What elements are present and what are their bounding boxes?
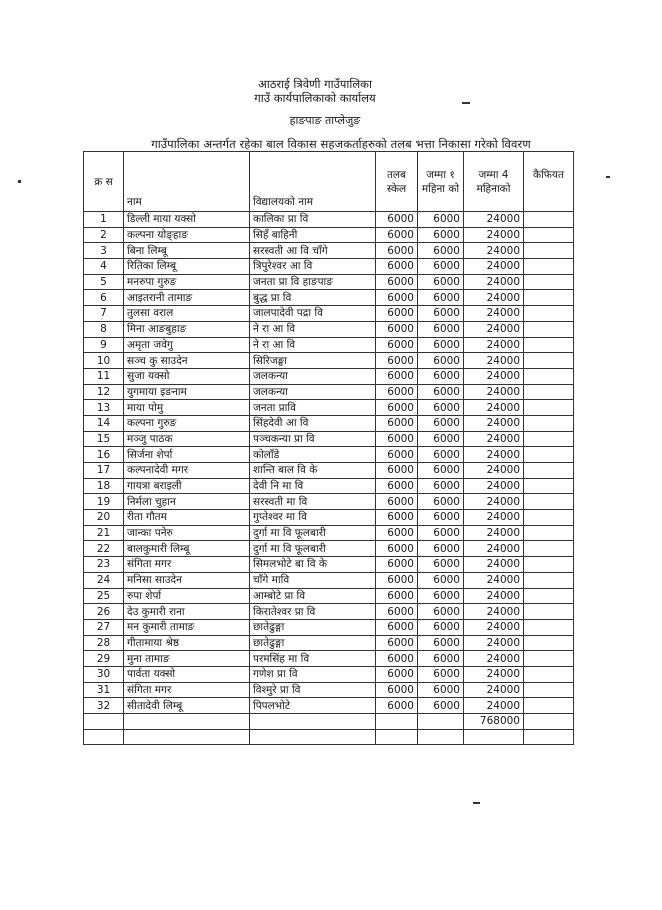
cell-monthly: 6000 [418, 478, 464, 494]
cell-monthly: 6000 [418, 447, 464, 463]
table-header-row [84, 152, 574, 212]
cell-empty [376, 714, 418, 730]
cell-sn: 3 [84, 243, 124, 259]
cell-salary: 6000 [376, 651, 418, 667]
cell-empty [124, 714, 250, 730]
table-row [84, 463, 574, 479]
cell-sn: 30 [84, 666, 124, 682]
cell-remarks [524, 478, 574, 494]
cell-empty [84, 729, 124, 745]
office-address: हाङपाङ ताप्लेजुङ [289, 114, 361, 127]
cell-sn: 22 [84, 541, 124, 557]
cell-name: सञ्च कु साउदेन [124, 353, 250, 369]
cell-total: 24000 [464, 321, 524, 337]
cell-remarks [524, 682, 574, 698]
cell-empty [250, 714, 376, 730]
cell-monthly: 6000 [418, 384, 464, 400]
cell-remarks [524, 368, 574, 384]
cell-name: मनरुपा गुरुङ [124, 274, 250, 290]
cell-sn: 24 [84, 572, 124, 588]
cell-name: रीता गौतम [124, 510, 250, 526]
cell-name: मञ्जु पाठक [124, 431, 250, 447]
cell-sn: 13 [84, 400, 124, 416]
cell-sn: 11 [84, 368, 124, 384]
cell-remarks [524, 494, 574, 510]
scan-mark [473, 802, 480, 804]
cell-remarks [524, 619, 574, 635]
cell-total: 24000 [464, 259, 524, 275]
cell-school: जलकन्या [250, 368, 376, 384]
cell-remarks [524, 431, 574, 447]
cell-name: माया पोमु [124, 400, 250, 416]
cell-school: सरस्वती आ वि चाँगे [250, 243, 376, 259]
cell-total: 24000 [464, 337, 524, 353]
cell-salary: 6000 [376, 306, 418, 322]
cell-name: पार्वता यक्सो [124, 666, 250, 682]
cell-name: कल्पना योङ्हाङ [124, 227, 250, 243]
cell-sn: 10 [84, 353, 124, 369]
cell-empty [524, 729, 574, 745]
cell-total: 24000 [464, 415, 524, 431]
cell-sn: 4 [84, 259, 124, 275]
cell-school: परमसिंह मा वि [250, 651, 376, 667]
table-row [84, 510, 574, 526]
cell-salary: 6000 [376, 572, 418, 588]
cell-remarks [524, 666, 574, 682]
cell-remarks [524, 525, 574, 541]
cell-remarks [524, 635, 574, 651]
cell-monthly: 6000 [418, 463, 464, 479]
cell-remarks [524, 227, 574, 243]
cell-sn: 7 [84, 306, 124, 322]
cell-sn: 8 [84, 321, 124, 337]
cell-salary: 6000 [376, 588, 418, 604]
cell-empty [464, 729, 524, 745]
cell-name: सुजा यक्सो [124, 368, 250, 384]
table-row [84, 525, 574, 541]
cell-school: जालपादेवी पद्रा वि [250, 306, 376, 322]
cell-name: तुलसा वराल [124, 306, 250, 322]
table-row [84, 478, 574, 494]
cell-total: 24000 [464, 306, 524, 322]
cell-school: त्रिपुरेश्वर आ वि [250, 259, 376, 275]
col-header-sn: क्र स [84, 152, 124, 212]
cell-sn: 16 [84, 447, 124, 463]
municipality-name: आठराई त्रिवेणी गाउँपालिका [258, 77, 372, 91]
cell-remarks [524, 541, 574, 557]
cell-salary: 6000 [376, 353, 418, 369]
cell-remarks [524, 651, 574, 667]
cell-salary: 6000 [376, 447, 418, 463]
cell-sn: 21 [84, 525, 124, 541]
blank-row [84, 729, 574, 745]
cell-total: 24000 [464, 510, 524, 526]
cell-school: छातेढुङ्गा [250, 619, 376, 635]
col-header-monthly: जम्मा १ महिना को [418, 152, 464, 212]
cell-salary: 6000 [376, 541, 418, 557]
cell-monthly: 6000 [418, 259, 464, 275]
cell-total: 24000 [464, 698, 524, 714]
cell-salary: 6000 [376, 525, 418, 541]
cell-monthly: 6000 [418, 572, 464, 588]
cell-salary: 6000 [376, 259, 418, 275]
cell-total: 24000 [464, 384, 524, 400]
cell-remarks [524, 572, 574, 588]
cell-total: 24000 [464, 494, 524, 510]
cell-total: 24000 [464, 619, 524, 635]
cell-name: गीतामाया श्रेष्ठ [124, 635, 250, 651]
cell-remarks [524, 588, 574, 604]
cell-total: 24000 [464, 541, 524, 557]
table-row [84, 682, 574, 698]
cell-name: गायत्रा बराइली [124, 478, 250, 494]
cell-name: सिर्जना शेर्पा [124, 447, 250, 463]
cell-school: आम्बोटे प्रा वि [250, 588, 376, 604]
table-row [84, 666, 574, 682]
cell-monthly: 6000 [418, 290, 464, 306]
cell-school: सरस्वती मा वि [250, 494, 376, 510]
col-header-salary: तलब स्केल [376, 152, 418, 212]
cell-remarks [524, 384, 574, 400]
cell-sn: 27 [84, 619, 124, 635]
cell-salary: 6000 [376, 619, 418, 635]
cell-name: युगमाया इङनाम [124, 384, 250, 400]
cell-total: 24000 [464, 290, 524, 306]
cell-name: बिना लिम्बू [124, 243, 250, 259]
cell-sn: 6 [84, 290, 124, 306]
cell-monthly: 6000 [418, 635, 464, 651]
cell-name: संगिता मगर [124, 557, 250, 573]
cell-school: जनता प्रावि [250, 400, 376, 416]
table-row [84, 368, 574, 384]
cell-monthly: 6000 [418, 274, 464, 290]
cell-name: रितिका लिम्बू [124, 259, 250, 275]
cell-sn: 32 [84, 698, 124, 714]
table-row [84, 572, 574, 588]
cell-salary: 6000 [376, 212, 418, 228]
cell-empty [524, 714, 574, 730]
cell-total: 24000 [464, 463, 524, 479]
table-row [84, 698, 574, 714]
cell-monthly: 6000 [418, 321, 464, 337]
cell-monthly: 6000 [418, 541, 464, 557]
cell-remarks [524, 463, 574, 479]
cell-total: 24000 [464, 368, 524, 384]
table-row [84, 290, 574, 306]
cell-total: 24000 [464, 525, 524, 541]
table-row [84, 619, 574, 635]
table-row [84, 588, 574, 604]
col-header-remarks: कैफियत [524, 152, 574, 212]
cell-school: पिपलभोटे [250, 698, 376, 714]
scan-mark [18, 180, 21, 183]
cell-school: चाँगे मावि [250, 572, 376, 588]
table-row [84, 306, 574, 322]
cell-sn: 17 [84, 463, 124, 479]
cell-name: सीतादेवी लिम्बू [124, 698, 250, 714]
cell-name: जान्का पनेरु [124, 525, 250, 541]
cell-name: कल्पनादेवी मगर [124, 463, 250, 479]
table-row [84, 212, 574, 228]
cell-remarks [524, 259, 574, 275]
cell-salary: 6000 [376, 368, 418, 384]
cell-salary: 6000 [376, 494, 418, 510]
cell-school: सिहँ बाहिनी [250, 227, 376, 243]
cell-monthly: 6000 [418, 431, 464, 447]
cell-school: देवी नि मा वि [250, 478, 376, 494]
cell-name: डिल्ली माया यक्सो [124, 212, 250, 228]
table-row [84, 557, 574, 573]
cell-sn: 18 [84, 478, 124, 494]
cell-school: सिरिजङ्घा [250, 353, 376, 369]
cell-empty [250, 729, 376, 745]
cell-total: 24000 [464, 353, 524, 369]
cell-sn: 1 [84, 212, 124, 228]
cell-monthly: 6000 [418, 557, 464, 573]
cell-school: गुप्तेश्वर मा वि [250, 510, 376, 526]
cell-monthly: 6000 [418, 212, 464, 228]
cell-monthly: 6000 [418, 368, 464, 384]
cell-school: ने रा आ वि [250, 337, 376, 353]
cell-school: कालिका प्रा वि [250, 212, 376, 228]
cell-name: मिना आङबुहाङ [124, 321, 250, 337]
table-row [84, 337, 574, 353]
table-row [84, 651, 574, 667]
total-row [84, 714, 574, 730]
cell-total: 24000 [464, 243, 524, 259]
cell-monthly: 6000 [418, 525, 464, 541]
cell-monthly: 6000 [418, 682, 464, 698]
office-name: गाउँ कार्यपालिकाको कार्यालय [254, 91, 376, 105]
cell-sn: 28 [84, 635, 124, 651]
cell-salary: 6000 [376, 666, 418, 682]
cell-school: विश्मुरे प्रा वि [250, 682, 376, 698]
cell-sn: 31 [84, 682, 124, 698]
cell-remarks [524, 604, 574, 620]
cell-total: 24000 [464, 651, 524, 667]
cell-name: मुना तामाङ [124, 651, 250, 667]
cell-salary: 6000 [376, 510, 418, 526]
cell-salary: 6000 [376, 415, 418, 431]
scan-mark [606, 176, 610, 178]
cell-monthly: 6000 [418, 353, 464, 369]
cell-salary: 6000 [376, 635, 418, 651]
cell-school: दुर्गा मा वि फूलबारी [250, 525, 376, 541]
cell-total: 24000 [464, 212, 524, 228]
cell-remarks [524, 698, 574, 714]
cell-remarks [524, 337, 574, 353]
cell-total: 24000 [464, 274, 524, 290]
cell-sn: 15 [84, 431, 124, 447]
cell-monthly: 6000 [418, 306, 464, 322]
cell-salary: 6000 [376, 478, 418, 494]
cell-empty [376, 729, 418, 745]
cell-salary: 6000 [376, 337, 418, 353]
scan-mark [462, 102, 470, 104]
cell-name: कल्पना गुरुङ [124, 415, 250, 431]
cell-salary: 6000 [376, 400, 418, 416]
cell-empty [124, 729, 250, 745]
cell-sn: 2 [84, 227, 124, 243]
cell-salary: 6000 [376, 431, 418, 447]
cell-salary: 6000 [376, 682, 418, 698]
table-row [84, 494, 574, 510]
cell-name: मनिसा साउदेन [124, 572, 250, 588]
cell-school: गणेश प्रा वि [250, 666, 376, 682]
cell-remarks [524, 353, 574, 369]
cell-monthly: 6000 [418, 243, 464, 259]
cell-name: बालकुमारी लिम्बू [124, 541, 250, 557]
table-row [84, 243, 574, 259]
cell-remarks [524, 306, 574, 322]
cell-remarks [524, 321, 574, 337]
table-row [84, 400, 574, 416]
table-row [84, 227, 574, 243]
cell-sn: 23 [84, 557, 124, 573]
cell-name: आइतरानी तामाङ [124, 290, 250, 306]
cell-empty [418, 714, 464, 730]
cell-remarks [524, 243, 574, 259]
cell-school: जनता प्रा वि हाङपाङ [250, 274, 376, 290]
cell-monthly: 6000 [418, 604, 464, 620]
cell-sn: 29 [84, 651, 124, 667]
cell-monthly: 6000 [418, 588, 464, 604]
cell-total: 24000 [464, 666, 524, 682]
cell-total: 24000 [464, 682, 524, 698]
cell-remarks [524, 447, 574, 463]
table-row [84, 274, 574, 290]
cell-school: छातेढुङ्गा [250, 635, 376, 651]
cell-monthly: 6000 [418, 227, 464, 243]
cell-school: पञ्चकन्या प्रा वि [250, 431, 376, 447]
cell-salary: 6000 [376, 243, 418, 259]
cell-total: 24000 [464, 557, 524, 573]
cell-monthly: 6000 [418, 619, 464, 635]
cell-sn: 25 [84, 588, 124, 604]
cell-name: संगिता मगर [124, 682, 250, 698]
cell-school: शान्ति बाल वि के [250, 463, 376, 479]
cell-monthly: 6000 [418, 698, 464, 714]
cell-school: जलकन्या [250, 384, 376, 400]
cell-remarks [524, 415, 574, 431]
cell-remarks [524, 557, 574, 573]
document-title: गाउँपालिका अन्तर्गत रहेका बाल विकास सहजकर्ताहरुको तलब भत्ता निकासा गरेको विवरण [151, 137, 531, 151]
cell-school: सिमलभोटे बा वि के [250, 557, 376, 573]
cell-sn: 14 [84, 415, 124, 431]
table-row [84, 447, 574, 463]
cell-sn: 5 [84, 274, 124, 290]
table-row [84, 384, 574, 400]
cell-monthly: 6000 [418, 666, 464, 682]
cell-total: 24000 [464, 447, 524, 463]
cell-total: 24000 [464, 604, 524, 620]
cell-total: 24000 [464, 431, 524, 447]
cell-school: सिंहदेवी आ वि [250, 415, 376, 431]
cell-monthly: 6000 [418, 651, 464, 667]
cell-school: बुद्ध प्रा वि [250, 290, 376, 306]
table-row [84, 353, 574, 369]
cell-salary: 6000 [376, 384, 418, 400]
cell-school: ने रा आ वि [250, 321, 376, 337]
grand-total: 768000 [464, 714, 524, 730]
cell-remarks [524, 400, 574, 416]
cell-total: 24000 [464, 572, 524, 588]
cell-remarks [524, 212, 574, 228]
cell-total: 24000 [464, 400, 524, 416]
cell-sn: 26 [84, 604, 124, 620]
cell-monthly: 6000 [418, 415, 464, 431]
cell-salary: 6000 [376, 321, 418, 337]
table-row [84, 604, 574, 620]
cell-school: कोलाँडे [250, 447, 376, 463]
table-row [84, 259, 574, 275]
table-row [84, 431, 574, 447]
cell-empty [84, 714, 124, 730]
cell-total: 24000 [464, 635, 524, 651]
table-row [84, 415, 574, 431]
cell-name: निर्मला चुहान [124, 494, 250, 510]
cell-sn: 19 [84, 494, 124, 510]
cell-monthly: 6000 [418, 337, 464, 353]
allowance-table [83, 151, 574, 745]
cell-salary: 6000 [376, 557, 418, 573]
cell-salary: 6000 [376, 463, 418, 479]
cell-school: किरातेश्वर प्रा वि [250, 604, 376, 620]
col-header-school: विद्यालयको नाम [250, 152, 376, 212]
col-header-total: जम्मा 4 महिनाको [464, 152, 524, 212]
cell-monthly: 6000 [418, 494, 464, 510]
cell-empty [418, 729, 464, 745]
col-header-name: नाम [124, 152, 250, 212]
table-row [84, 541, 574, 557]
table-body [84, 212, 574, 745]
cell-monthly: 6000 [418, 510, 464, 526]
table-row [84, 635, 574, 651]
cell-salary: 6000 [376, 698, 418, 714]
cell-total: 24000 [464, 227, 524, 243]
cell-name: अमृता जवेगु [124, 337, 250, 353]
cell-name: रुपा शेर्पा [124, 588, 250, 604]
cell-name: देउ कुमारी राना [124, 604, 250, 620]
cell-remarks [524, 510, 574, 526]
cell-sn: 12 [84, 384, 124, 400]
cell-remarks [524, 290, 574, 306]
table-row [84, 321, 574, 337]
cell-salary: 6000 [376, 227, 418, 243]
cell-name: मन कुमारी तामाङ [124, 619, 250, 635]
cell-salary: 6000 [376, 604, 418, 620]
cell-monthly: 6000 [418, 400, 464, 416]
cell-sn: 20 [84, 510, 124, 526]
cell-salary: 6000 [376, 274, 418, 290]
cell-remarks [524, 274, 574, 290]
cell-salary: 6000 [376, 290, 418, 306]
cell-sn: 9 [84, 337, 124, 353]
cell-total: 24000 [464, 588, 524, 604]
cell-school: दुर्गा मा वि फूलबारी [250, 541, 376, 557]
cell-total: 24000 [464, 478, 524, 494]
